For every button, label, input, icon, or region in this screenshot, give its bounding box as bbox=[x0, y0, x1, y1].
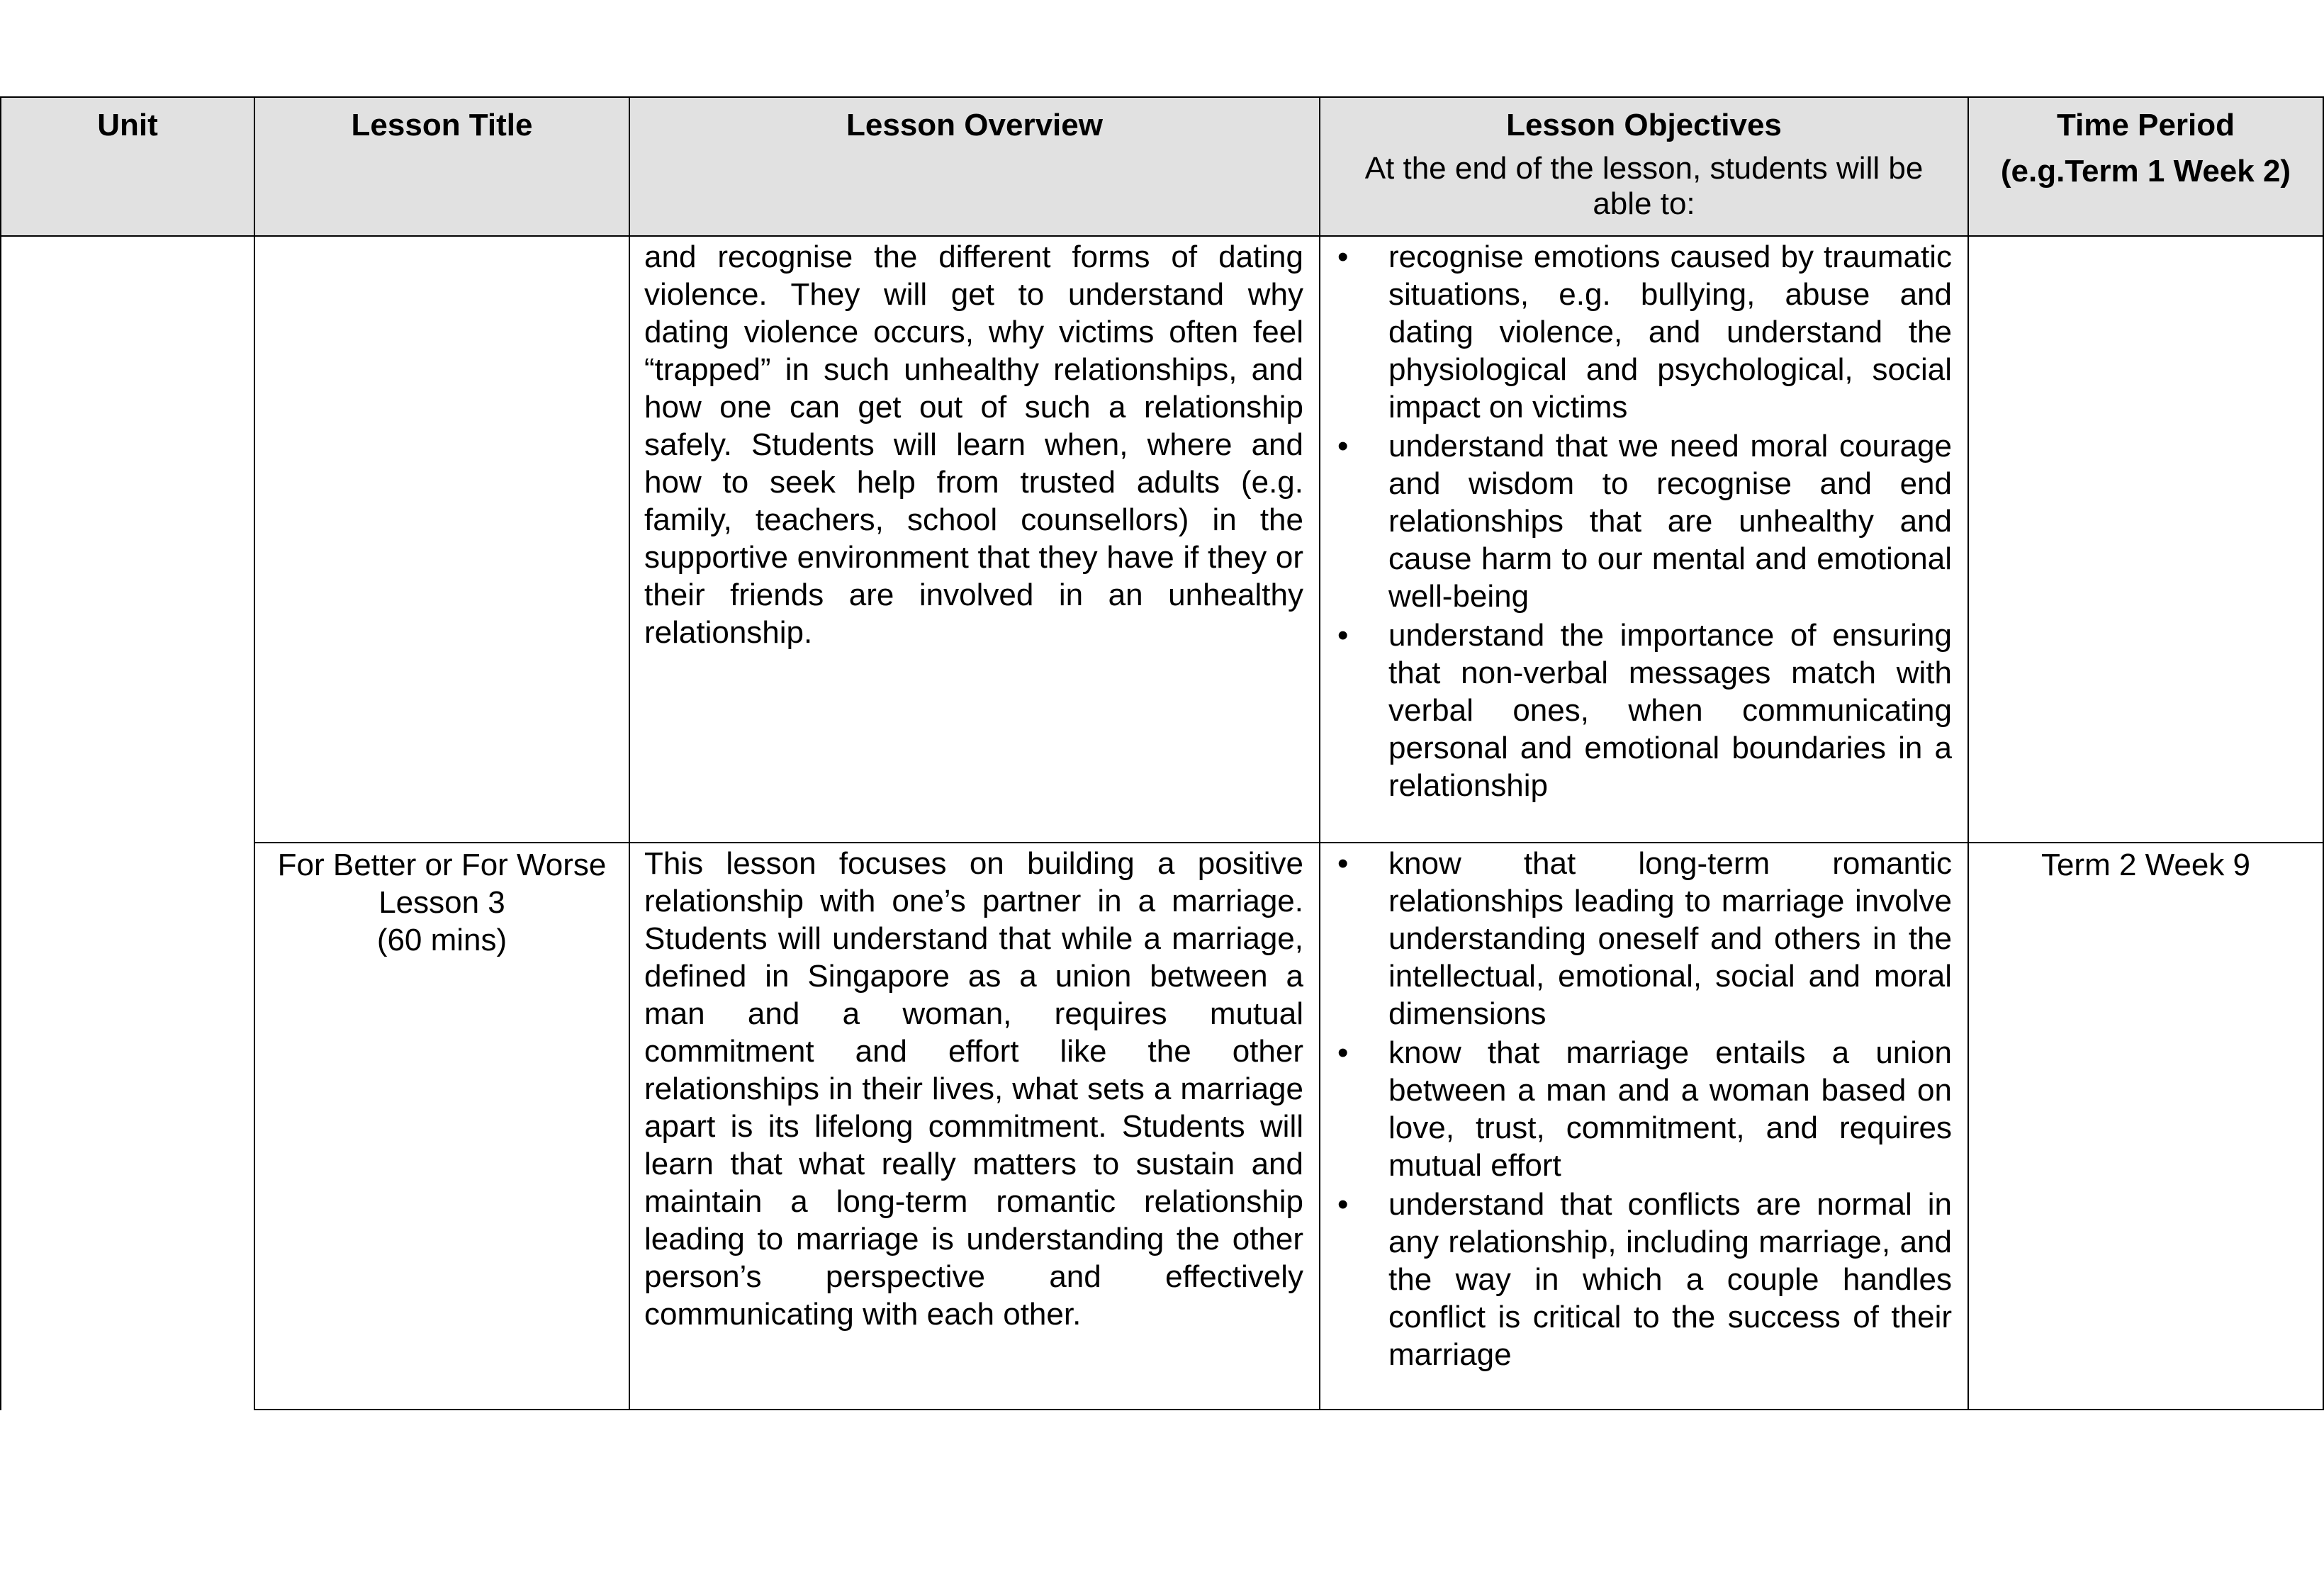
objective-text: know that marriage entails a union between a man and a woman based on love, trust, commitment, and requires mutual effort bbox=[1388, 1035, 1952, 1183]
list-item bbox=[1320, 238, 1952, 426]
row1-time-period bbox=[1969, 237, 2323, 240]
row1-unit-cell bbox=[0, 237, 254, 842]
header-time-period-subtext: (e.g.Term 1 Week 2) bbox=[2000, 154, 2291, 189]
row2-lesson-title-cell bbox=[254, 843, 629, 1410]
row2-time-period-cell bbox=[1967, 843, 2324, 1410]
lesson-title-line: For Better or For Worse bbox=[277, 848, 607, 882]
header-lesson-objectives bbox=[1319, 98, 1967, 235]
table-header-row bbox=[0, 98, 2324, 237]
row2-objectives-list bbox=[1320, 843, 1967, 1373]
table-row bbox=[0, 237, 2324, 843]
header-time-period bbox=[1967, 98, 2324, 235]
row1-lesson-title-cell bbox=[254, 237, 629, 842]
header-lesson-title-label: Lesson Title bbox=[351, 108, 533, 142]
header-unit bbox=[0, 98, 254, 235]
bullet-icon: • bbox=[1337, 618, 1349, 653]
header-lesson-overview bbox=[629, 98, 1319, 235]
bullet-icon: • bbox=[1337, 846, 1349, 881]
bullet-icon: • bbox=[1337, 240, 1349, 274]
bullet-icon: • bbox=[1337, 429, 1349, 463]
header-lesson-objectives-subtext: At the end of the lesson, students will be able to: bbox=[1364, 151, 1924, 221]
header-lesson-overview-label: Lesson Overview bbox=[846, 108, 1103, 142]
list-item bbox=[1320, 1034, 1952, 1184]
lesson-duration-line: (60 mins) bbox=[376, 923, 507, 957]
lesson-number-line: Lesson 3 bbox=[378, 885, 505, 920]
header-lesson-objectives-label: Lesson Objectives bbox=[1506, 108, 1782, 142]
bullet-icon: • bbox=[1337, 1035, 1349, 1070]
objective-text: recognise emotions caused by traumatic situations, e.g. bullying, abuse and dating violence, and understand the physiological and psychological, social impact on victims bbox=[1388, 240, 1952, 424]
objective-text: know that long-term romantic relationships leading to marriage involve understanding oneself and others in the intellectual, emotional, social and moral dimensions bbox=[1388, 846, 1952, 1031]
row2-lesson-title bbox=[255, 843, 629, 959]
objective-text: understand that conflicts are normal in any relationship, including marriage, and the way in which a couple handles conflict is critical to the success of their marriage bbox=[1388, 1187, 1952, 1372]
objective-text: understand the importance of ensuring that non-verbal messages match with verbal ones, when communicating personal and emotional boundaries in a relationship bbox=[1388, 618, 1952, 803]
bullet-icon: • bbox=[1337, 1187, 1349, 1222]
lesson-plan-table bbox=[0, 96, 2324, 1410]
list-item bbox=[1320, 427, 1952, 615]
row2-unit-cell bbox=[0, 843, 254, 1410]
table-row bbox=[0, 843, 2324, 1410]
row1-objectives-list bbox=[1320, 237, 1967, 804]
row1-overview-cell bbox=[629, 237, 1319, 842]
row1-objectives-cell bbox=[1319, 237, 1967, 842]
list-item bbox=[1320, 1186, 1952, 1373]
row1-overview: and recognise the different forms of dating violence. They will get to understand why dating violence occurs, why victims often feel “trapped” in such unhealthy relationships, and how one can get out of such a relationship safely. Students will learn when, where and how to seek help from trusted adults (e.g. family, teachers, school counsellors) in the supportive environment that they have if they or their friends are involved in an unhealthy relationship. bbox=[644, 240, 1303, 650]
row2-overview-cell bbox=[629, 843, 1319, 1410]
row2-objectives-cell bbox=[1319, 843, 1967, 1410]
list-item bbox=[1320, 617, 1952, 804]
row1-lesson-title bbox=[255, 237, 629, 240]
header-time-period-label: Time Period bbox=[2056, 108, 2235, 142]
row2-overview: This lesson focuses on building a positive relationship with one’s partner in a marriage. Students will understand that while a marriage, defined in Singapore as a union between a man and a woman, requires mutual commitment and effort like the other relationships in their lives, what sets a marriage apart is its lifelong commitment. Students will learn that what really matters to sustain and maintain a long-term romantic relationship leading to marriage is understanding the other person’s perspective and effectively communicating with each other. bbox=[644, 846, 1303, 1332]
header-lesson-title bbox=[254, 98, 629, 235]
objective-text: understand that we need moral courage and wisdom to recognise and end relationships that are unhealthy and cause harm to our mental and emotional well-being bbox=[1388, 429, 1952, 614]
row2-time-period: Term 2 Week 9 bbox=[2040, 848, 2251, 882]
row1-time-period-cell bbox=[1967, 237, 2324, 842]
header-unit-label: Unit bbox=[97, 108, 158, 142]
list-item bbox=[1320, 845, 1952, 1033]
